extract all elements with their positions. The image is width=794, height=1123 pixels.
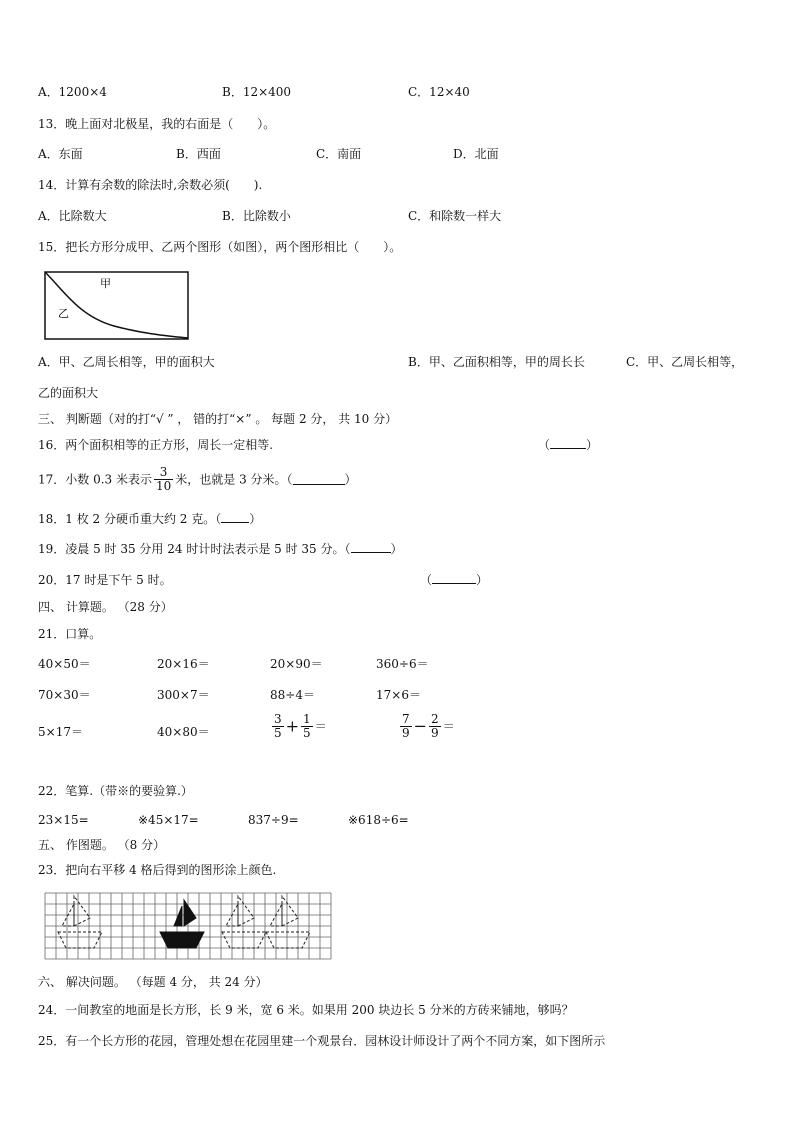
q21-row3-item1: 5×17＝ [38, 725, 83, 739]
q13-option-b: B．西面 [176, 147, 221, 161]
q21-row1-item3: 20×90＝ [270, 657, 323, 671]
q21-text: 21．口算。 [38, 627, 102, 641]
q23-grid-figure [44, 888, 334, 964]
q15-rectangle-figure [44, 271, 190, 341]
q22-item4: ※618÷6= [348, 813, 409, 827]
q13-option-d: D．北面 [453, 147, 499, 161]
q16-answer-blank: （ ） [538, 438, 599, 452]
q13-stem: 13．晚上面对北极星，我的右面是（ ）。 [38, 117, 276, 131]
q12-option-a: A．1200×4 [38, 85, 107, 99]
q21-row3-item2: 40×80＝ [157, 725, 210, 739]
q14-stem: 14．计算有余数的除法时,余数必须( ). [38, 178, 263, 192]
q15-dividing-curve [45, 272, 188, 338]
section6-title: 六、 解决问题。 （每题 4 分， 共 24 分） [38, 975, 268, 989]
q23-solid-boat [160, 900, 204, 948]
q21-row2-item2: 300×7＝ [157, 688, 210, 702]
q25-text: 25．有一个长方形的花园，管理处想在花园里建一个观景台．园林设计师设计了两个不同方案，如下图所示 [38, 1034, 606, 1048]
q17-text: 17．小数 0.3 米表示 $\frac{3}{10}$ 米，也就是 3 分米。（ ） [38, 465, 357, 493]
q14-option-c: C．和除数一样大 [408, 209, 502, 223]
q13-option-a: A．东面 [38, 147, 83, 161]
q13-option-c: C．南面 [316, 147, 362, 161]
q15-option-c-continued: 乙的面积大 [38, 386, 99, 400]
q21-row1-item4: 360÷6＝ [376, 657, 429, 671]
q12-option-c: C．12×40 [408, 85, 470, 99]
section3-title: 三、 判断题（对的打“√ ” ， 错的打“×” 。 每题 2 分， 共 10 分） [38, 412, 398, 426]
q15-label-yi: 乙 [58, 307, 69, 320]
section5-title: 五、 作图题。 （8 分） [38, 838, 166, 852]
q22-item3: 837÷9= [248, 813, 299, 827]
q16-text: 16．两个面积相等的正方形，周长一定相等. [38, 438, 274, 452]
q21-row1-item2: 20×16＝ [157, 657, 210, 671]
q24-text: 24．一间教室的地面是长方形，长 9 米，宽 6 米。如果用 200 块边长 5 分米的方砖来铺地，够吗？ [38, 1003, 574, 1017]
q15-option-b: B．甲、乙面积相等，甲的周长长 [408, 355, 585, 369]
q22-text: 22．笔算.（带※的要验算.） [38, 784, 193, 798]
q17-fraction: $\frac{3}{10}$ [155, 465, 172, 493]
section4-title: 四、 计算题。 （28 分） [38, 600, 173, 614]
q21-fraction-difference: $\frac{7}{9}$ − $\frac{2}{9}$ ＝ [402, 712, 455, 740]
q15-rectangle-outline [45, 272, 188, 339]
q14-option-b: B．比除数小 [222, 209, 291, 223]
q15-option-a: A．甲、乙周长相等，甲的面积大 [38, 355, 215, 369]
q21-row1-item1: 40×50＝ [38, 657, 91, 671]
q21-fraction-sum: $\frac{3}{5}$ + $\frac{1}{5}$ ＝ [274, 712, 327, 740]
q15-option-c: C．甲、乙周长相等， [626, 355, 744, 369]
q20-text: 20．17 时是下午 5 时。 [38, 573, 172, 587]
q22-item1: 23×15= [38, 813, 89, 827]
q20-answer-blank: （ ） [420, 573, 489, 587]
q21-row2-item4: 17×6＝ [376, 688, 421, 702]
q21-row2-item3: 88÷4＝ [270, 688, 315, 702]
q12-option-b: B．12×400 [222, 85, 292, 99]
q15-label-jia: 甲 [100, 277, 111, 290]
q23-grid [45, 893, 331, 959]
q21-row2-item1: 70×30＝ [38, 688, 91, 702]
q14-option-a: A．比除数大 [38, 209, 107, 223]
q22-item2: ※45×17= [138, 813, 199, 827]
q23-text: 23．把向右平移 4 格后得到的图形涂上颜色. [38, 863, 277, 877]
q19-text: 19．凌晨 5 时 35 分用 24 时计时法表示是 5 时 35 分。（ ） [38, 542, 403, 556]
q18-text: 18．1 枚 2 分硬币重大约 2 克。（ ） [38, 512, 262, 526]
q15-stem: 15．把长方形分成甲、乙两个图形（如图），两个图形相比（ ）。 [38, 240, 402, 254]
